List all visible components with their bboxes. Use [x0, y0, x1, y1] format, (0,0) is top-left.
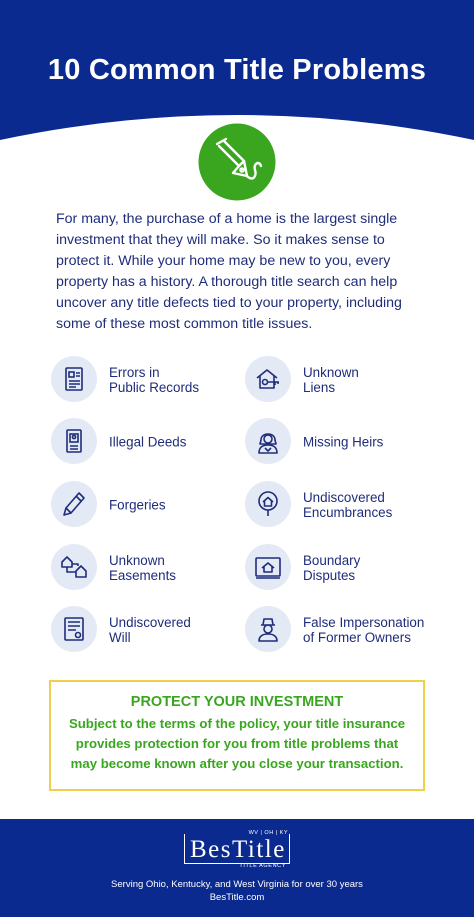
logo-wordmark: BesTitle — [190, 836, 286, 863]
problem-label-line-2: Encumbrances — [303, 505, 393, 520]
impersonator-icon — [245, 606, 291, 652]
problem-label-line-1: Undiscovered — [303, 490, 385, 505]
logo-states: WV | OH | KY — [248, 830, 288, 836]
deed-icon — [51, 418, 97, 464]
logo-agency: TITLE AGENCY — [239, 863, 286, 869]
page-title: 10 Common Title Problems — [47, 54, 427, 86]
problem-label-line-1: Undiscovered — [109, 615, 191, 630]
problem-label-line-1: Forgeries — [109, 497, 166, 513]
problem-item-boundary-disputes — [245, 544, 455, 592]
problem-label-line-1: Illegal Deeds — [109, 434, 187, 450]
problem-label-line-2: of Former Owners — [303, 630, 411, 645]
magnifier-house-icon — [245, 481, 291, 527]
pen-nib-icon — [195, 120, 279, 204]
problem-item-undiscovered-will — [51, 606, 261, 654]
protect-body: Subject to the terms of the policy, your title insurance provides protection for you from title problems that may become known after you close your transaction. — [68, 716, 406, 771]
problem-item-missing-heirs — [245, 418, 455, 466]
properties-icon — [51, 544, 97, 590]
problem-label-line-1: Errors in — [109, 365, 160, 380]
problem-label-line-1: Unknown — [109, 553, 165, 568]
problem-item-illegal-deeds — [51, 418, 261, 466]
problem-label-line-1: Missing Heirs — [303, 434, 384, 450]
bestitle-logo[interactable] — [184, 830, 290, 872]
protect-investment-box — [49, 680, 425, 791]
protect-title: PROTECT YOUR INVESTMENT — [130, 694, 344, 710]
will-document-icon — [51, 606, 97, 652]
problem-item-unknown-easements — [51, 544, 261, 592]
problem-label-line-2: Easements — [109, 568, 176, 583]
document-icon — [51, 356, 97, 402]
problem-label-line-2: Will — [109, 630, 131, 645]
problem-label-line-1: Boundary — [303, 553, 361, 568]
problem-label-line-1: Unknown — [303, 365, 359, 380]
footer-serving-text: Serving Ohio, Kentucky, and West Virginia for over 30 years — [111, 879, 363, 890]
map-house-icon — [245, 544, 291, 590]
problem-item-errors-in-public-records — [51, 356, 261, 404]
problem-item-forgeries — [51, 481, 261, 529]
problem-item-undiscovered-encumbrances — [245, 481, 455, 529]
intro-paragraph: For many, the purchase of a home is the largest single investment that they will make. So it makes sense to protect it. While your home may be new to you, every property has a history. A thorough title search can help uncover any title defects tied to your property, including some of these most common title issues. — [56, 211, 402, 332]
footer-site-link[interactable]: BesTitle.com — [209, 892, 265, 903]
problem-label-line-2: Liens — [303, 380, 336, 395]
person-icon — [245, 418, 291, 464]
problem-item-unknown-liens — [245, 356, 455, 404]
problem-label-line-2: Public Records — [109, 380, 200, 395]
problem-label-line-2: Disputes — [303, 568, 356, 583]
house-key-icon — [245, 356, 291, 402]
pen-icon — [51, 481, 97, 527]
footer — [0, 819, 474, 917]
problem-label-line-1: False Impersonation — [303, 615, 425, 630]
problem-item-false-impersonation — [245, 606, 455, 654]
